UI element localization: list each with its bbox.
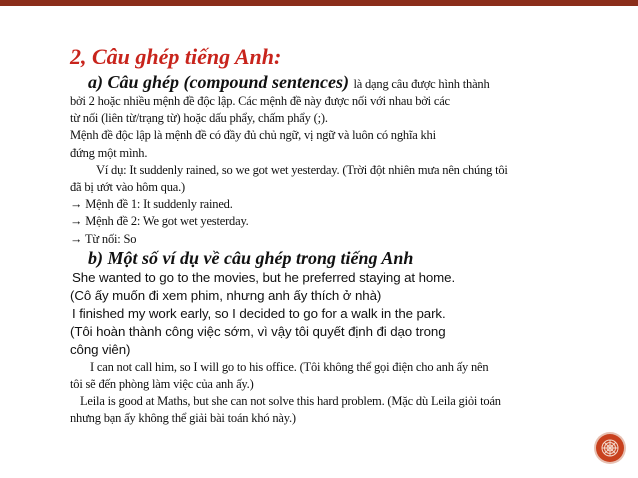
- example-line: → Mệnh đề 2: We got wet yesterday.: [70, 214, 249, 229]
- example-translation: (Cô ấy muốn đi xem phim, nhưng anh ấy thích ở nhà): [70, 287, 382, 303]
- example-translation: nhưng bạn ấy không thể giải bài toán khó này.): [70, 411, 296, 426]
- example-line: → Mệnh đề 1: It suddenly rained.: [70, 197, 233, 212]
- top-accent-bar: [0, 0, 638, 6]
- example-sentence: I can not call him, so I will go to his office. (Tôi không thể gọi điện cho anh ấy nên: [90, 359, 489, 374]
- example-translation: (Tôi hoàn thành công việc sớm, vì vậy tôi quyết định đi dạo trong: [70, 323, 446, 339]
- definition-line: từ nối (liên từ/trạng từ) hoặc dấu phẩy, chấm phẩy (;).: [70, 111, 328, 126]
- section-a-first-line: [70, 72, 570, 93]
- example-line: → Từ nối: So: [70, 231, 137, 246]
- example-sentence: She wanted to go to the movies, but he preferred staying at home.: [72, 269, 456, 285]
- example-line: đã bị ướt vào hôm qua.): [70, 180, 186, 195]
- definition-line: đứng một mình.: [70, 145, 148, 160]
- slide-content: [70, 44, 570, 428]
- example-translation: tôi sẽ đến phòng làm việc của anh ấy.): [70, 377, 254, 392]
- definition-line: là dạng câu được hình thành: [353, 77, 490, 91]
- example-line: Ví dụ: It suddenly rained, so we got wet yesterday. (Trời đột nhiên mưa nên chúng tôi: [96, 162, 508, 177]
- example-sentence: I finished my work early, so I decided to go for a walk in the park.: [72, 305, 446, 321]
- definition-line: bởi 2 hoặc nhiều mệnh đề độc lập. Các mệnh đề này được nối với nhau bởi các: [70, 94, 450, 108]
- next-slide-button[interactable]: [596, 434, 624, 462]
- section-a-heading: a) Câu ghép (compound sentences): [88, 72, 349, 92]
- spiral-nav-icon: [600, 438, 620, 458]
- slide-title: 2, Câu ghép tiếng Anh:: [70, 44, 282, 69]
- section-b-heading: b) Một số ví dụ về câu ghép trong tiếng Anh: [88, 247, 414, 268]
- definition-line: Mệnh đề độc lập là mệnh đề có đầy đủ chủ ngữ, vị ngữ và luôn có nghĩa khi: [70, 128, 436, 143]
- example-translation: công viên): [70, 341, 131, 357]
- example-sentence: Leila is good at Maths, but she can not solve this hard problem. (Mặc dù Leila giỏi toán: [80, 394, 501, 409]
